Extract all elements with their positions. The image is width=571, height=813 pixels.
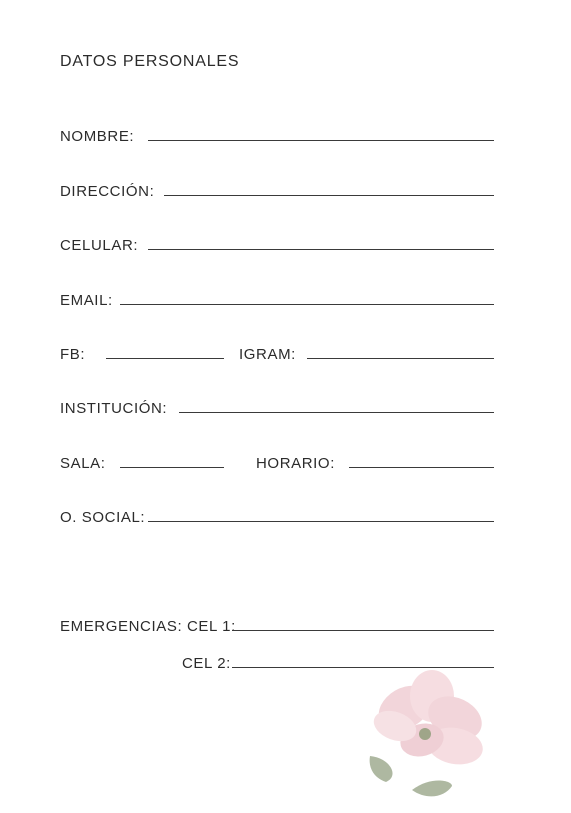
leaf-left [370,756,393,782]
horario-label: HORARIO: [256,455,335,472]
cel2-label: CEL 2: [182,655,231,672]
direccion-line[interactable] [164,195,494,196]
nombre-line[interactable] [148,140,494,141]
flower-illustration [360,668,495,808]
email-line[interactable] [120,304,494,305]
page-title: DATOS PERSONALES [60,53,240,70]
institucion-line[interactable] [179,412,494,413]
institucion-label: INSTITUCIÓN: [60,400,168,417]
nombre-label: NOMBRE: [60,128,135,145]
emergencias-cel1-label: EMERGENCIAS: CEL 1: [60,618,236,635]
obra-social-line[interactable] [148,521,494,522]
direccion-label: DIRECCIÓN: [60,183,155,200]
obra-social-label: O. SOCIAL: [60,509,146,526]
flower-center [419,728,431,740]
sala-line[interactable] [120,467,224,468]
igram-label: IGRAM: [239,346,296,363]
celular-label: CELULAR: [60,237,139,254]
fb-line[interactable] [106,358,224,359]
celular-line[interactable] [148,249,494,250]
flower-petals [370,670,489,769]
email-label: EMAIL: [60,292,113,309]
fb-label: FB: [60,346,86,363]
leaf-right [412,781,452,797]
horario-line[interactable] [349,467,494,468]
igram-line[interactable] [307,358,494,359]
emergencias-cel1-line[interactable] [232,630,494,631]
sala-label: SALA: [60,455,106,472]
